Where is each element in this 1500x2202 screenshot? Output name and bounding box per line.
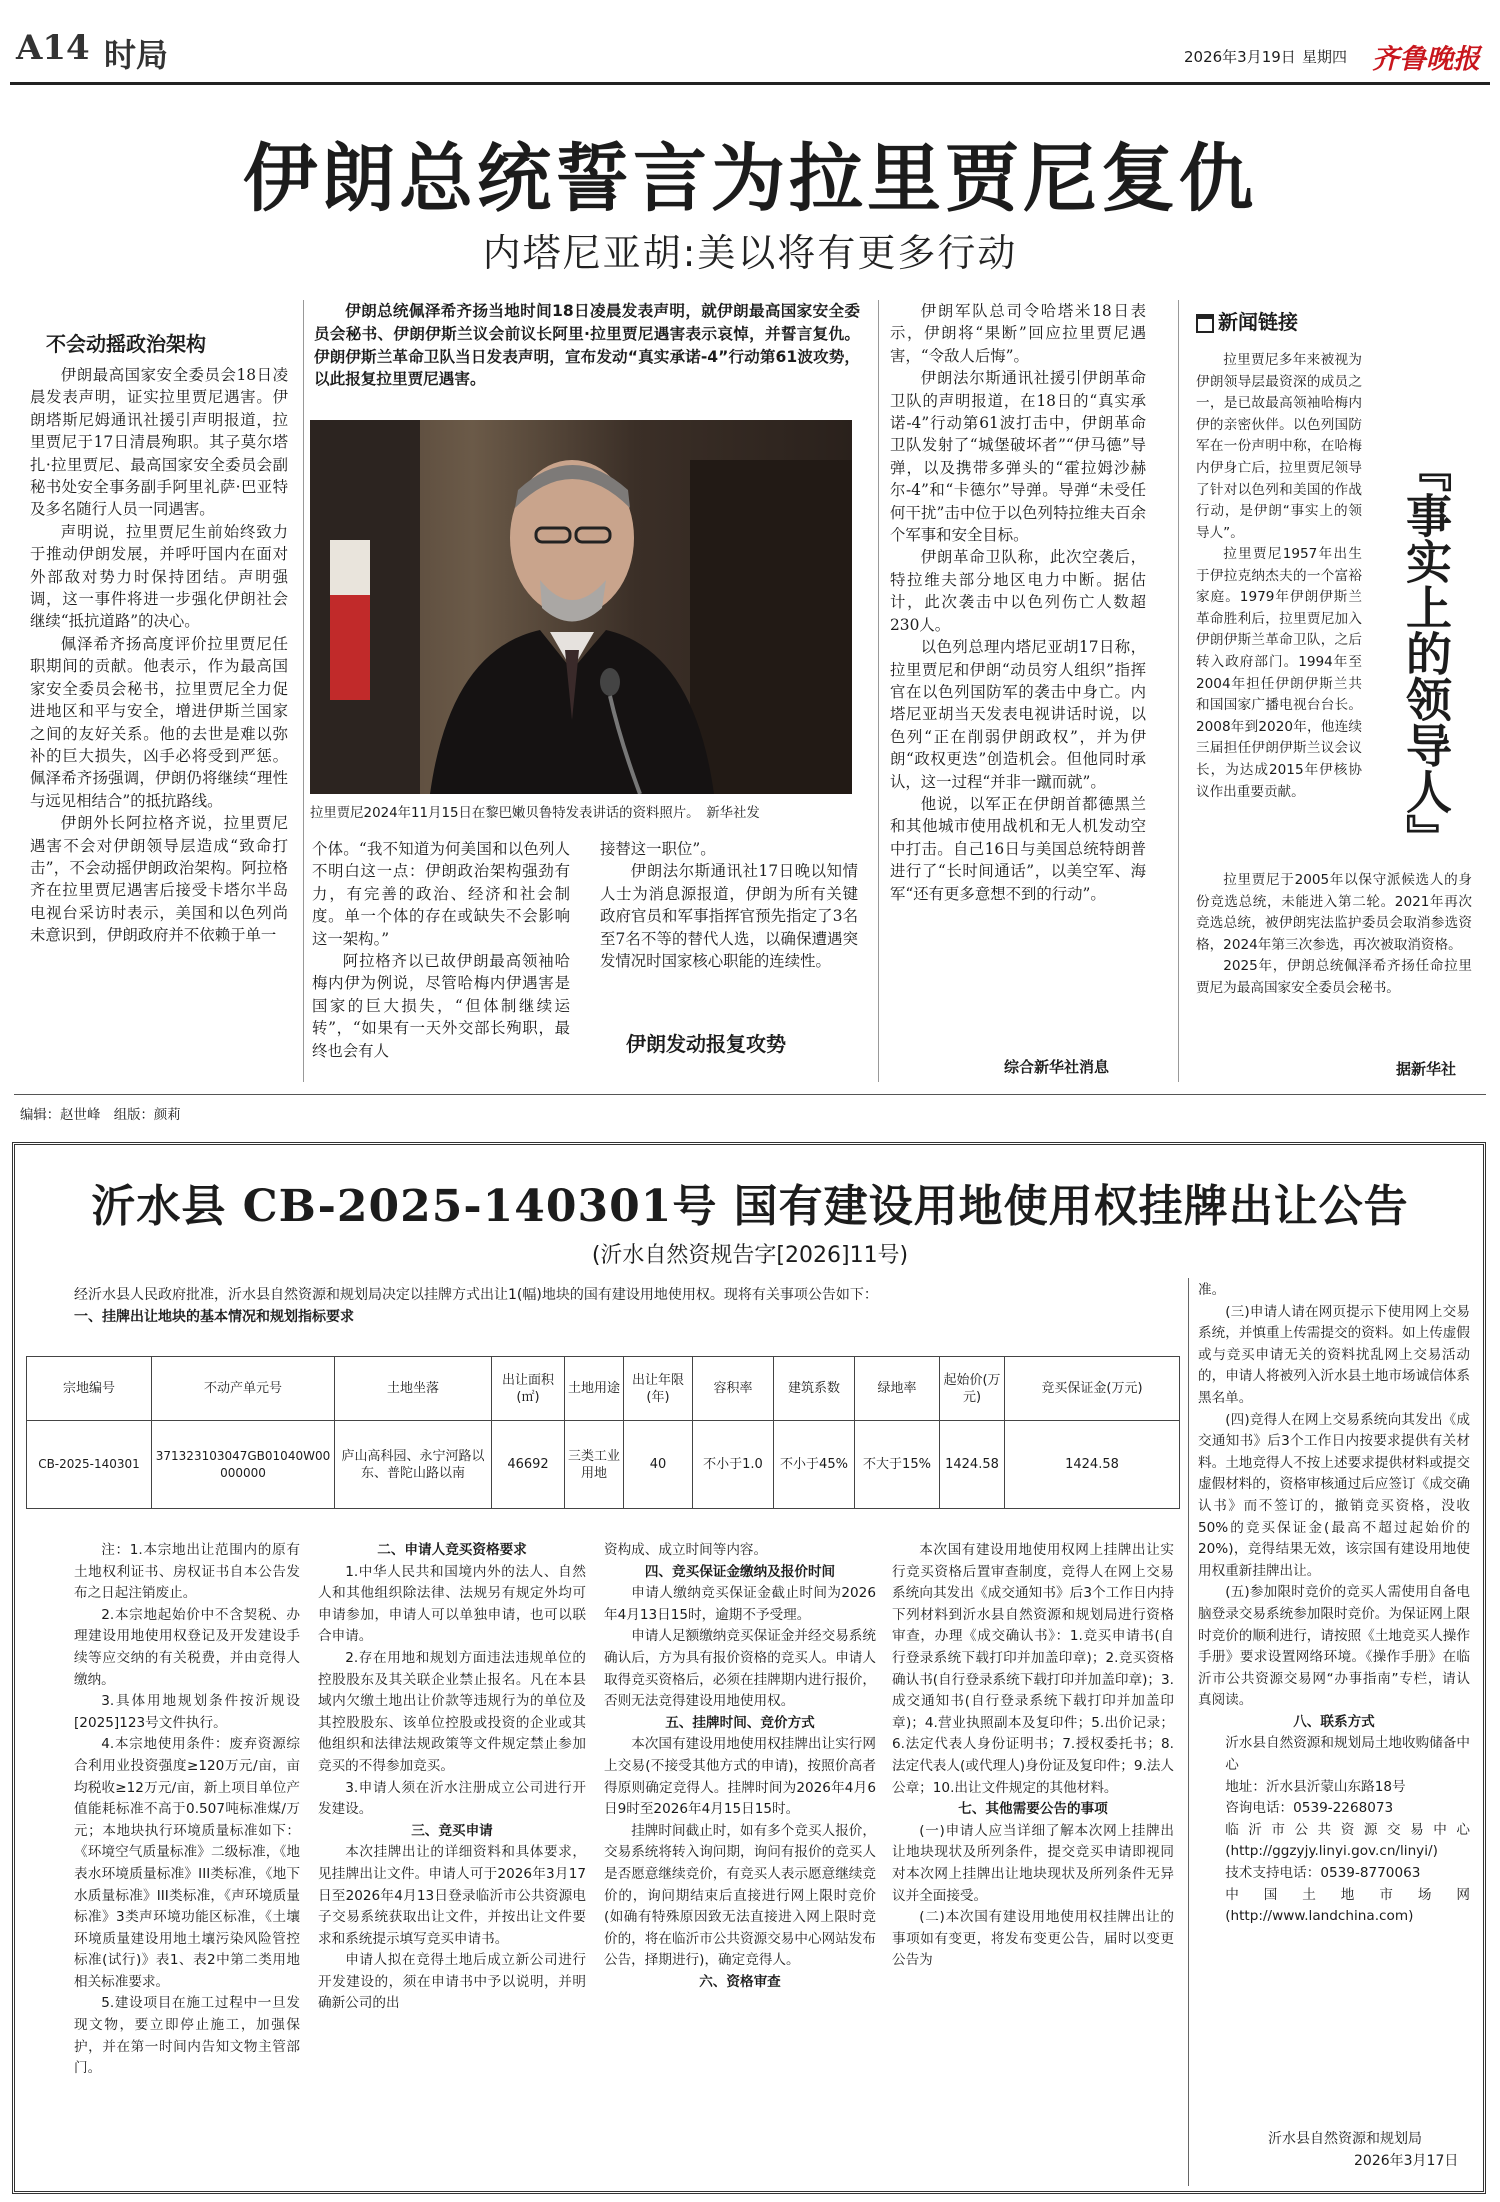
- table-header-cell: 起始价(万元): [940, 1357, 1005, 1421]
- notice-subheading: 七、其他需要公告的事项: [958, 1801, 1108, 1818]
- paragraph: (三)申请人请在网页提示下使用网上交易系统，并慎重上传需提交的资料。如上传虚假或与竞买申请无关的资料扰乱网上交易活动的，申请人将被列入沂水县土地市场诚信体系黑名单。: [1198, 1303, 1470, 1406]
- paragraph: 伊朗革命卫队称，此次空袭后，特拉维夫部分地区电力中断。据估计，此次袭击中以色列伤亡人数超230人。: [890, 548, 1146, 634]
- paragraph: (五)参加限时竞价的竞买人需使用自备电脑登录交易系统参加限时竞价。为保证网上限时竞价的顺利进行，请按照《土地竞买人操作手册》要求设置网络环境。《操作手册》在临沂市公共资源交易网“办事指南”专栏，请认真阅读。: [1198, 1584, 1470, 1709]
- table-header-cell: 容积率: [693, 1357, 774, 1421]
- column-divider: [1178, 300, 1179, 1082]
- newspaper-logo: 齐鲁晚报: [1372, 44, 1480, 75]
- notice-col-a: [74, 1540, 300, 2180]
- lead-paragraph: 伊朗总统佩泽希齐扬当地时间18日凌晨发表声明，就伊朗最高国家安全委员会秘书、伊朗伊斯兰议会前议长阿里·拉里贾尼遇害表示哀悼，并誓言复仇。伊朗伊斯兰革命卫队当日发表声明，宣布发动“真实承诺-4”行动第61波攻势，以此报复拉里贾尼遇害。: [314, 302, 860, 389]
- table-cell: 三类工业用地: [565, 1421, 624, 1509]
- bullet-icon: [1196, 314, 1214, 333]
- paragraph: 他说，以军正在伊朗首都德黑兰和其他城市使用战机和无人机发动空中打击。自己16日与美国总统特朗普进行了“长时间通话”，以美空军、海军“还有更多意想不到的行动”。: [890, 794, 1146, 903]
- weekday: 星期四: [1302, 48, 1348, 66]
- table-cell: 不小于45%: [774, 1421, 855, 1509]
- paragraph: 接替这一职位”。: [600, 840, 716, 858]
- paragraph: 拉里贾尼于2005年以保守派候选人的身份竞选总统，未能进入第二轮。2021年再次竞选总统，被伊朗宪法监护委员会取消参选资格，2024年第三次参选，再次被取消资格。: [1196, 872, 1472, 953]
- paragraph: 伊朗军队总司令哈塔米18日表示，伊朗将“果断”回应拉里贾尼遇害，“令敌人后悔”。: [890, 302, 1146, 365]
- contact-line: 沂水县自然资源和规划局土地收购储备中心: [1225, 1735, 1470, 1774]
- column-divider: [878, 300, 879, 1082]
- paragraph: 4.本宗地使用条件：废弃资源综合利用业投资强度≥120万元/亩，亩均税收≥12万元/亩，新上项目单位产值能耗标准不高于0.507吨标准煤/万元；本地块执行环境质量标准如下：《环境空气质量标准》二级标准，《地表水环境质量标准》III类标准，《地下水质量标准》III类标准，《声环境质量标准》3类声环境功能区标准，《土壤环境质量建设用地土壤污染风险管控标准(试行)》表1、表2中第二类用地相关标准要求。: [74, 1736, 300, 1990]
- paragraph: 3.具体用地规划条件按沂规设[2025]123号文件执行。: [74, 1693, 300, 1731]
- paragraph: 3.申请人须在沂水注册成立公司进行开发建设。: [318, 1779, 586, 1818]
- notice-title: 沂水县 CB-2025-140301号 国有建设用地使用权挂牌出让公告: [91, 1181, 1409, 1232]
- notice-issuer: 沂水县自然资源和规划局: [1268, 2131, 1422, 2147]
- paragraph: 伊朗最高国家安全委员会18日凌晨发表声明，证实拉里贾尼遇害。伊朗塔斯尼姆通讯社援引声明报道，拉里贾尼于17日清晨殉职。其子莫尔塔扎·拉里贾尼、最高国家安全委员会副秘书处安全事务副手阿里礼萨·巴亚特及多名随行人员一同遇害。: [30, 366, 288, 519]
- sidebar-source: 据新华社: [1396, 1060, 1457, 1078]
- paragraph: 资构成、成立时间等内容。: [604, 1542, 768, 1558]
- table-cell: 不大于15%: [855, 1421, 940, 1509]
- land-info-table: [26, 1356, 1180, 1509]
- table-cell: 40: [624, 1421, 693, 1509]
- paragraph: 伊朗外长阿拉格齐说，拉里贾尼遇害不会对伊朗领导层造成“致命打击”，不会动摇伊朗政治架构。阿拉格齐在拉里贾尼遇害后接受卡塔尔半岛电视台采访时表示，美国和以色列尚未意识到，伊朗政府并不依赖于单一: [30, 814, 288, 945]
- table-cell: 庐山高科园、永宁河路以东、普陀山路以南: [335, 1421, 492, 1509]
- notice-subheading: 二、申请人竞买资格要求: [377, 1542, 527, 1558]
- table-header-cell: 建筑系数: [774, 1357, 855, 1421]
- sidebar-heading: [1196, 306, 1298, 335]
- col1-text: [30, 364, 288, 1076]
- table-header-cell: 宗地编号: [27, 1357, 152, 1421]
- contact-line: 临沂市公共资源交易中心(http://ggzyjy.linyi.gov.cn/linyi/): [1225, 1821, 1470, 1860]
- table-cell: 371323103047GB01040W00000000: [152, 1421, 335, 1509]
- paragraph: (二)本次国有建设用地使用权挂牌出让的事项如有变更，将发布变更公告，届时以变更公告为: [892, 1909, 1174, 1969]
- col3-heading: 伊朗发动报复攻势: [626, 1032, 786, 1056]
- issue-date: 2026年3月19日: [1184, 48, 1296, 66]
- col4-text: [890, 300, 1146, 1052]
- notice-doc-number: (沂水自然资规告字[2026]11号): [591, 1243, 909, 1268]
- notice-col-c: [604, 1540, 876, 2180]
- notice-subheading: 五、挂牌时间、竞价方式: [665, 1714, 815, 1731]
- column-divider: [303, 300, 304, 1082]
- paragraph: 申请人拟在竞得土地后成立新公司进行开发建设的，须在申请书中予以说明，并明确新公司的出: [318, 1952, 586, 2012]
- photo-caption: 拉里贾尼2024年11月15日在黎巴嫩贝鲁特发表讲话的资料照片。 新华社发: [310, 806, 760, 821]
- paragraph: 以色列总理内塔尼亚胡17日称，拉里贾尼和伊朗“动员穷人组织”指挥官在以色列国防军的袭击中身亡。内塔尼亚胡当天发表电视讲话时说，以色列“正在削弱伊朗政权”，并为伊朗“政权更迭”创造机会。但他同时承认，这一过程“并非一蹴而就”。: [890, 638, 1146, 791]
- notice-subheading: 八、联系方式: [1293, 1713, 1375, 1730]
- paragraph: (四)竞得人在网上交易系统向其发出《成交通知书》后3个工作日内按要求提供有关材料。土地竞得人不按上述要求提供材料或提交虚假材料的，资格审核通过后应签订《成交确认书》而不签订的，撤销竞买资格，没收50%的竞买保证金(最高不超过起始价的20%)，竞得结果无效，该宗国有建设用地使用权重新挂牌出让。: [1198, 1411, 1470, 1579]
- contact-line: 咨询电话：0539-2268073: [1225, 1800, 1394, 1817]
- paragraph: 本次国有建设用地使用权网上挂牌出让实行竞买资格后置审查制度，竞得人在网上交易系统向其发出《成交通知书》后3个工作日内持下列材料到沂水县自然资源和规划局进行资格审查，办理《成交确认书》：1.竞买申请书(自行登录系统下载打印并加盖印章)；2.竞买资格确认书(自行登录系统下载打印并加盖印章)；3.成交通知书(自行登录系统下载打印并加盖印章)；4.营业执照副本及复印件；5.出价记录；6.法定代表人身份证明书；7.授权委托书；8.法定代表人(或代理人)身份证及复印件；9.法人公章；10.出让文件规定的其他材料。: [892, 1542, 1174, 1796]
- table-cell: 不小于1.0: [693, 1421, 774, 1509]
- paragraph: 声明说，拉里贾尼生前始终致力于推动伊朗发展，并呼吁国内在面对外部敌对势力时保持团结。声明强调，这一事件将进一步强化伊朗社会继续“抵抗道路”的决心。: [30, 522, 288, 631]
- notice-col-b: [318, 1540, 586, 2180]
- paragraph: 2.存在用地和规划方面违法违规单位的控股股东及其关联企业禁止报名。凡在本县域内欠缴土地出让价款等违规行为的单位及其控股股东、该单位控股或投资的企业或其他组织和法律法规政策等文件规定禁止参加竞买的不得参加竞买。: [318, 1649, 586, 1774]
- table-header-cell: 竞买保证金(万元): [1005, 1357, 1180, 1421]
- paragraph: 1.中华人民共和国境内外的法人、自然人和其他组织除法律、法规另有规定外均可申请参加，申请人可以单独申请，也可以联合申请。: [318, 1563, 586, 1645]
- paragraph: 准。: [1198, 1282, 1226, 1298]
- table-header-row: [27, 1357, 1180, 1421]
- sidebar-heading-text: 新闻链接: [1218, 310, 1298, 334]
- paragraph: 5.建设项目在施工过程中一旦发现文物，要立即停止施工，加强保护，并在第一时间内告知文物主管部门。: [74, 1995, 300, 2077]
- notice-subheading: 四、竞买保证金缴纳及报价时间: [644, 1563, 836, 1580]
- paragraph: 注：1.本宗地出让范围内的原有土地权利证书、房权证书自本公告发布之日起注销废止。: [74, 1542, 300, 1602]
- col1-heading: 不会动摇政治架构: [46, 332, 206, 356]
- table-cell: 1424.58: [1005, 1421, 1180, 1509]
- paragraph: 拉里贾尼1957年出生于伊拉克纳杰夫的一个富裕家庭。1979年伊朗伊斯兰革命胜利后，拉里贾尼加入伊朗伊斯兰革命卫队，之后转入政府部门。1994年至2004年担任伊朗伊斯兰共和国国家广播电视台台长。2008年到2020年，他连续三届担任伊朗伊斯兰议会议长，为达成2015年伊核协议作出重要贡献。: [1196, 546, 1362, 800]
- section-rule: [14, 1094, 1486, 1095]
- paragraph: 2.本宗地起始价中不含契税、办理建设用地使用权登记及开发建设手续等应交纳的有关税费，并由竞得人缴纳。: [74, 1606, 300, 1688]
- col2-text: [312, 838, 570, 1078]
- paragraph: 伊朗法尔斯通讯社援引伊朗革命卫队的声明报道，在18日的“真实承诺-4”行动第61波打击中，伊朗革命卫队发射了“城堡破坏者”“伊马德”导弹，以及携带多弹头的“霍拉姆沙赫尔-4”和“卡德尔”导弹。导弹“未受任何干扰”击中位于以色列特拉维夫百余个军事和安全目标。: [890, 369, 1146, 545]
- table-header-cell: 绿地率: [855, 1357, 940, 1421]
- paragraph: 阿拉格齐以已故伊朗最高领袖哈梅内伊为例说，尽管哈梅内伊遇害是国家的巨大损失，“但体制继续运转”，“如果有一天外交部长殉职，最终也会有人: [312, 952, 570, 1060]
- contact-line: 中国土地市场网(http://www.landchina.com): [1225, 1886, 1470, 1925]
- news-photo: [310, 420, 852, 794]
- notice-intro: 经沂水县人民政府批准，沂水县自然资源和规划局决定以挂牌方式出让1(幅)地块的国有建设用地使用权。现将有关事项公告如下：: [74, 1287, 878, 1303]
- table-cell: CB-2025-140301: [27, 1421, 152, 1509]
- contact-line: 技术支持电话：0539-8770063: [1225, 1865, 1421, 1882]
- notice-col-e: [1198, 1280, 1470, 2110]
- col3-text: [600, 838, 858, 1018]
- table-header-cell: 土地用途: [565, 1357, 624, 1421]
- section-name: 时局: [104, 36, 169, 74]
- paragraph: 申请人缴纳竞买保证金截止时间为2026年4月13日15时，逾期不予受理。: [604, 1585, 876, 1623]
- paragraph: 挂牌时间截止时，如有多个竞买人报价，交易系统将转入询问期，询问有报价的竞买人是否愿意继续竞价，有竞买人表示愿意继续竞价的，询问期结束后直接进行网上限时竞价(如确有特殊原因致无法直接进入网上限时竞价的，将在临沂市公共资源交易中心网站发布公告，择期进行)，确定竞得人。: [604, 1822, 876, 1969]
- table-header-cell: 土地坐落: [335, 1357, 492, 1421]
- paragraph: 本次挂牌出让的详细资料和具体要求，见挂牌出让文件。申请人可于2026年3月17日至2026年4月13日登录临沂市公共资源电子交易系统获取出让文件，并按出让文件要求和系统提示填写竞买申请书。: [318, 1844, 586, 1947]
- notice-subheading: 三、竞买申请: [411, 1822, 493, 1839]
- table-cell: 46692: [492, 1421, 565, 1509]
- notice-section-1: 一、挂牌出让地块的基本情况和规划指标要求: [74, 1309, 354, 1325]
- contact-line: 地址：沂水县沂蒙山东路18号: [1225, 1778, 1406, 1795]
- paragraph: 2025年，伊朗总统佩泽希齐扬任命拉里贾尼为最高国家安全委员会秘书。: [1196, 958, 1472, 996]
- paragraph: 本次国有建设用地使用权挂牌出让实行网上交易(不接受其他方式的申请)，按照价高者得原则确定竞得人。挂牌时间为2026年4月6日9时至2026年4月15日15时。: [604, 1736, 876, 1818]
- notice-subheading: 六、资格审查: [699, 1973, 781, 1990]
- header-rule: [10, 82, 1490, 85]
- headline: 伊朗总统誓言为拉里贾尼复仇: [243, 136, 1257, 222]
- notice-col-d: [892, 1540, 1174, 2180]
- table-row: [27, 1421, 1180, 1509]
- paragraph: 拉里贾尼多年来被视为伊朗领导层最资深的成员之一，是已故最高领袖哈梅内伊的亲密伙伴。以色列国防军在一份声明中称，在哈梅内伊身亡后，拉里贾尼领导了针对以色列和美国的作战行动，是伊朗“事实上的领导人”。: [1196, 352, 1362, 541]
- paragraph: 伊朗法尔斯通讯社17日晚以知情人士为消息源报道，伊朗为所有关键政府官员和军事指挥官预先指定了3名至7名不等的替代人选，以确保遭遇突发情况时国家核心职能的连续性。: [600, 862, 858, 971]
- paragraph: 个体。“我不知道为何美国和以色列人不明白这一点：伊朗政治架构强劲有力，有完善的政治、经济和社会制度。单一个体的存在或缺失不会影响这一架构。”: [312, 840, 570, 948]
- table-cell: 1424.58: [940, 1421, 1005, 1509]
- page-code: A14: [16, 28, 90, 68]
- subheadline: 内塔尼亚胡:美以将有更多行动: [482, 231, 1018, 275]
- paragraph: 佩泽希齐扬高度评价拉里贾尼任职期间的贡献。他表示，作为最高国家安全委员会秘书，拉里贾尼全力促进地区和平与安全，增进伊斯兰国家之间的友好关系。他的去世是难以弥补的巨大损失，凶手必将受到严惩。佩泽希齐扬强调，伊朗仍将继续“理性与远见相结合”的抵抗路线。: [30, 634, 288, 810]
- editor-line: 编辑：赵世峰 组版：颜莉: [20, 1108, 181, 1123]
- paragraph: (一)申请人应当详细了解本次网上挂牌出让地块现状及所列条件，提交竞买申请即视同对本次网上挂牌出让地块现状及所列条件无异议并全面接受。: [892, 1822, 1174, 1904]
- table-header-cell: 出让年限(年): [624, 1357, 693, 1421]
- notice-issue-date: 2026年3月17日: [1354, 2153, 1459, 2169]
- table-header-cell: 出让面积(㎡): [492, 1357, 565, 1421]
- paragraph: 申请人足额缴纳竞买保证金并经交易系统确认后，方为具有报价资格的竞买人。申请人取得竞买资格后，必须在挂牌期内进行报价，否则无法竞得建设用地使用权。: [604, 1628, 876, 1710]
- col4-signoff: 综合新华社消息: [1004, 1058, 1110, 1076]
- sidebar-pull-quote: 『事实上的领导人』: [1399, 446, 1453, 860]
- table-header-cell: 不动产单元号: [152, 1357, 335, 1421]
- column-divider: [1188, 1278, 1189, 2186]
